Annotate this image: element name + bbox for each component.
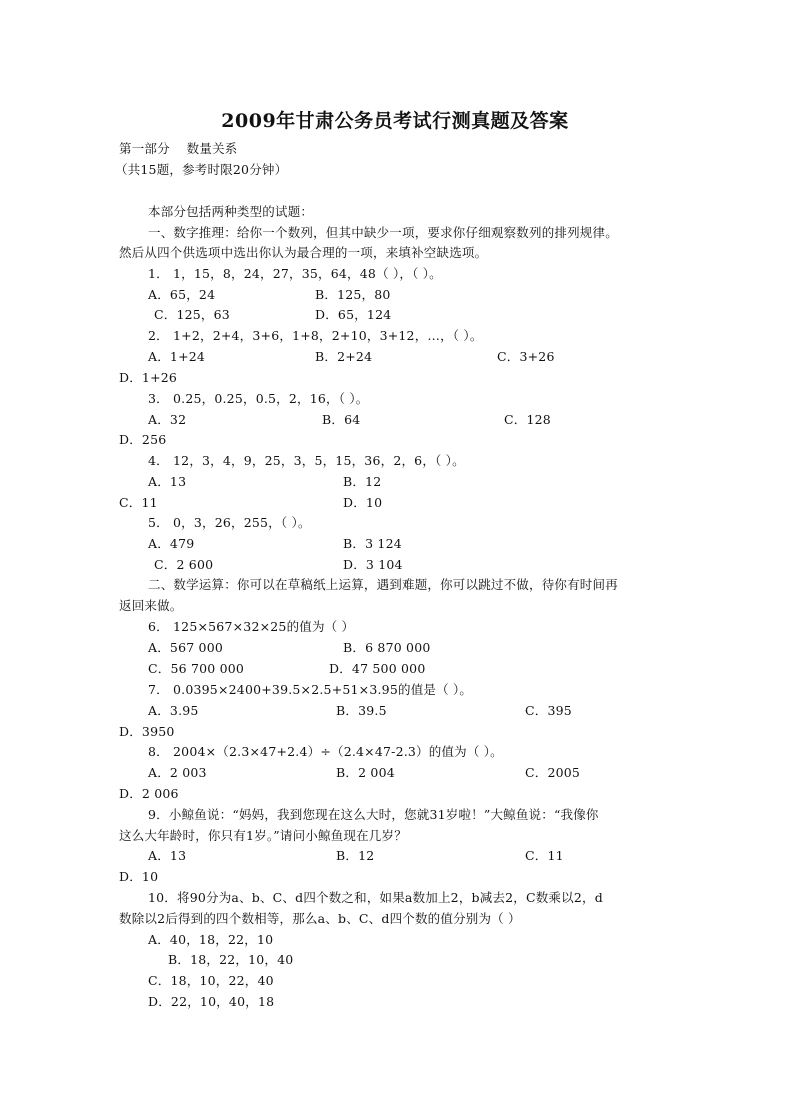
- section1-desc-line1: 一、数字推理：给你一个数列，但其中缺少一项，要求你仔细观察数列的排列规律。: [148, 225, 618, 240]
- question-3-option-a: A．32: [148, 412, 187, 427]
- question-4-option-b: B．12: [343, 474, 382, 489]
- question-1-option-d: D．65，124: [315, 307, 392, 322]
- question-1-stem: 1． 1，15，8，24，27，35，64，48（ ），（ ）。: [148, 266, 442, 281]
- section1-desc-line2: 然后从四个供选项中选出你认为最合理的一项，来填补空缺选项。: [119, 245, 488, 260]
- question-6-option-d: D．47 500 000: [329, 661, 426, 676]
- question-2-stem: 2． 1+2，2+4，3+6，1+8，2+10，3+12，…，（ ）。: [148, 328, 483, 343]
- question-2-option-d: D．1+26: [119, 370, 178, 385]
- question-10-stem-line1: 10．将90分为a、b、C、d四个数之和，如果a数加上2，b减去2，C数乘以2，d: [148, 890, 603, 905]
- question-4-option-c: C．11: [119, 495, 158, 510]
- question-8-stem: 8． 2004×（2.3×47+2.4）÷（2.4×47-2.3）的值为（ ）。: [148, 744, 503, 759]
- question-5-option-a: A．479: [148, 536, 195, 551]
- question-8-option-b: B．2 004: [336, 765, 395, 780]
- question-6-option-b: B．6 870 000: [343, 640, 431, 655]
- question-1-option-b: B．125，80: [315, 287, 391, 302]
- question-1-option-a: A．65，24: [148, 287, 216, 302]
- question-2-option-c: C．3+26: [497, 349, 555, 364]
- document-title: 2009年甘肃公务员考试行测真题及答案: [221, 110, 569, 132]
- question-8-option-a: A．2 003: [148, 765, 207, 780]
- question-4-option-a: A．13: [148, 474, 187, 489]
- question-5-option-c: C．2 600: [154, 557, 214, 572]
- question-1-option-c: C．125，63: [154, 307, 230, 322]
- question-10-option-b: B．18，22，10，40: [168, 952, 294, 967]
- question-9-stem-line2: 这么大年龄时，你只有1岁。”请问小鲸鱼现在几岁？: [119, 828, 407, 843]
- question-4-option-d: D．10: [343, 495, 383, 510]
- question-4-stem: 4． 12，3，4，9，25，3，5，15，36，2，6，（ ）。: [148, 453, 465, 468]
- question-7-stem: 7． 0.0395×2400+39.5×2.5+51×3.95的值是（ ）。: [148, 682, 473, 697]
- question-3-stem: 3． 0.25，0.25，0.5，2，16，（ ）。: [148, 391, 369, 406]
- question-7-option-b: B．39.5: [336, 703, 387, 718]
- question-2-option-a: A．1+24: [148, 349, 206, 364]
- question-8-option-c: C．2005: [525, 765, 581, 780]
- question-3-option-b: B．64: [322, 412, 361, 427]
- question-10-option-a: A．40，18，22，10: [148, 932, 274, 947]
- question-9-option-b: B．12: [336, 848, 375, 863]
- question-5-option-b: B．3 124: [343, 536, 402, 551]
- section2-desc-line1: 二、数学运算：你可以在草稿纸上运算，遇到难题，你可以跳过不做，待你有时间再: [148, 577, 618, 592]
- question-10-stem-line2: 数除以2后得到的四个数相等，那么a、b、C、d四个数的值分别为（ ）: [119, 911, 521, 926]
- question-8-option-d: D．2 006: [119, 786, 179, 801]
- question-6-option-a: A．567 000: [148, 640, 224, 655]
- intro-text: 本部分包括两种类型的试题：: [148, 204, 314, 219]
- question-7-option-d: D．3950: [119, 724, 175, 739]
- question-2-option-b: B．2+24: [315, 349, 373, 364]
- question-9-option-c: C．11: [525, 848, 564, 863]
- part-heading: 第一部分 数量关系: [119, 141, 238, 156]
- question-10-option-c: C．18，10，22，40: [148, 973, 274, 988]
- question-6-stem: 6． 125×567×32×25的值为（ ）: [148, 619, 355, 634]
- question-9-option-d: D．10: [119, 869, 159, 884]
- question-9-option-a: A．13: [148, 848, 187, 863]
- question-5-option-d: D．3 104: [343, 557, 403, 572]
- question-3-option-d: D．256: [119, 432, 167, 447]
- question-3-option-c: C．128: [504, 412, 551, 427]
- question-7-option-c: C．395: [525, 703, 572, 718]
- question-9-stem-line1: 9．小鲸鱼说：“妈妈，我到您现在这么大时，您就31岁啦！”大鲸鱼说：“我像你: [148, 807, 599, 822]
- part-note: （共15题，参考时限20分钟）: [115, 162, 288, 177]
- question-6-option-c: C．56 700 000: [148, 661, 245, 676]
- question-7-option-a: A．3.95: [148, 703, 199, 718]
- section2-desc-line2: 返回来做。: [119, 598, 183, 613]
- question-10-option-d: D．22，10，40，18: [148, 994, 275, 1009]
- question-5-stem: 5． 0，3，26，255，（ ）。: [148, 515, 311, 530]
